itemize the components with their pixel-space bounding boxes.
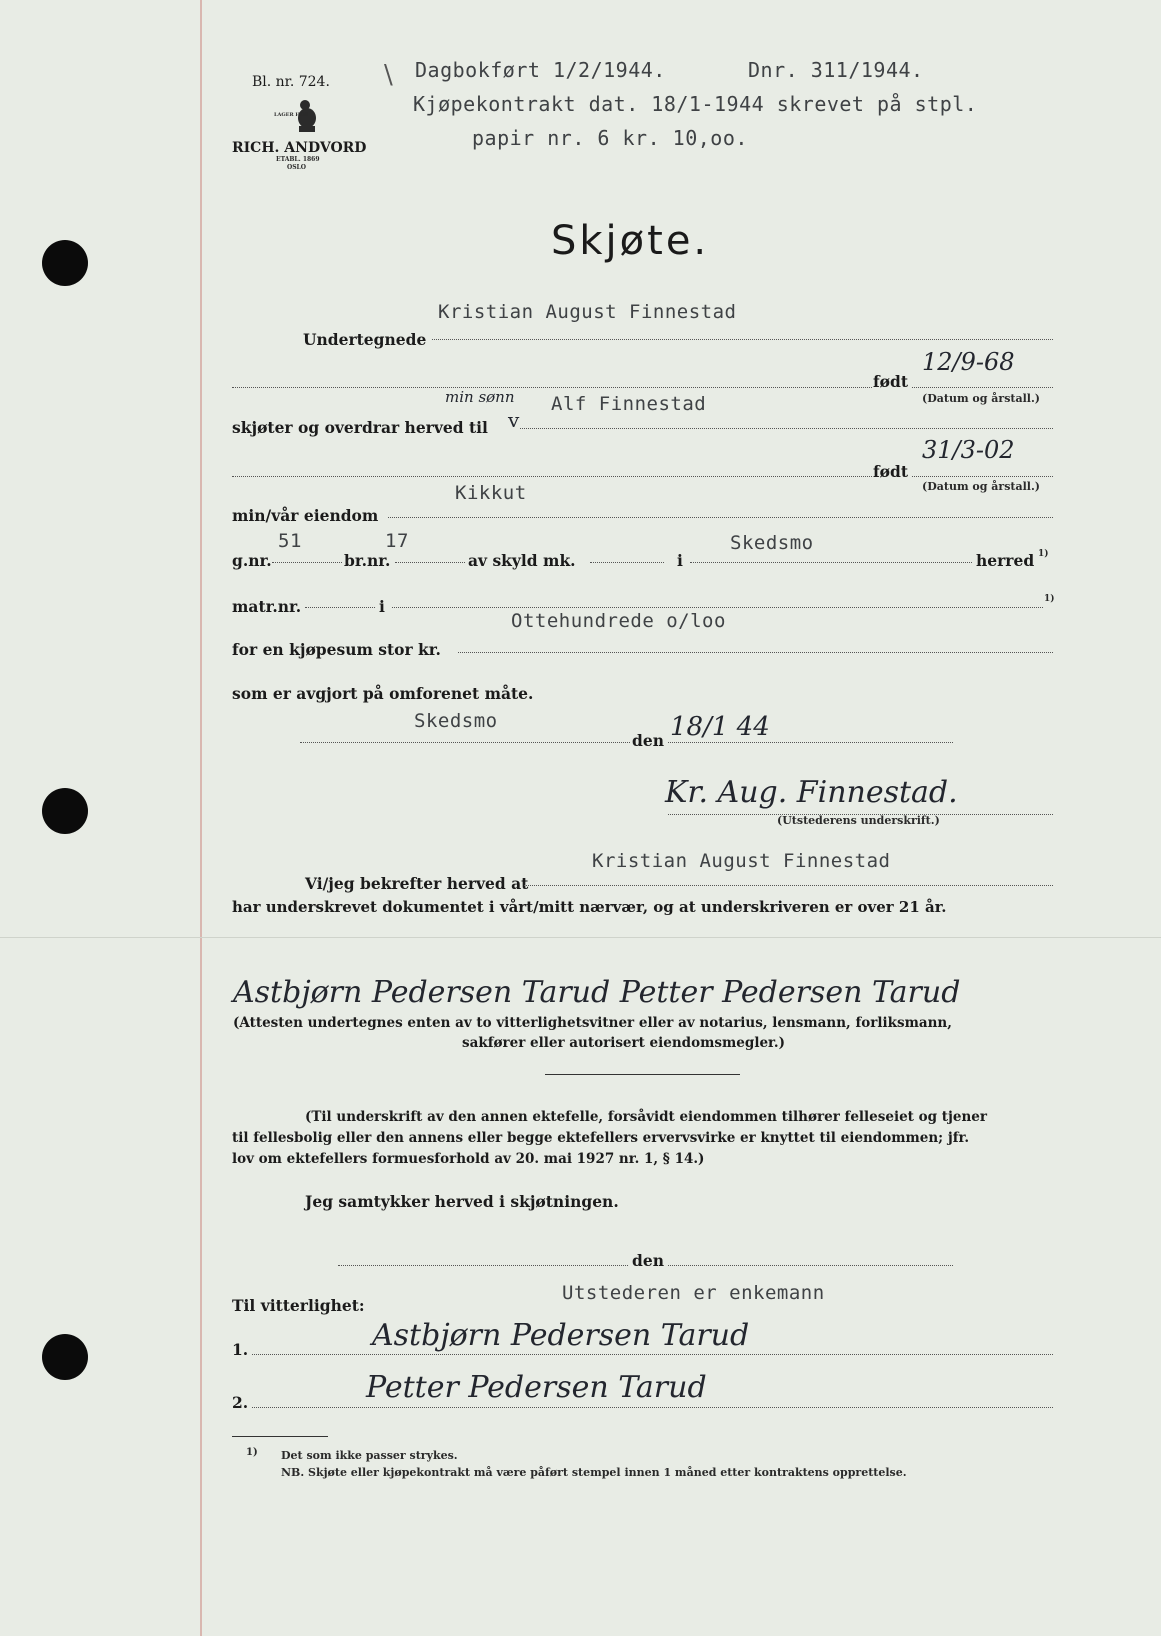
footnote-line1: Det som ikke passer strykes.: [281, 1449, 458, 1462]
witness-signature-2: Petter Pedersen Tarud: [366, 1370, 707, 1405]
brnr-value: 17: [385, 530, 409, 552]
attest-note-line2: sakfører eller autorisert eiendomsmegler.): [462, 1035, 785, 1051]
check-mark: \: [384, 60, 393, 90]
witness-number-2: 2.: [232, 1393, 249, 1412]
datum-note-1: (Datum og årstall.): [922, 392, 1040, 405]
seller-line-2: [232, 387, 872, 388]
widower-note: Utstederen er enkemann: [562, 1282, 825, 1304]
witness-signature-1: Astbjørn Pedersen Tarud: [372, 1318, 750, 1353]
signing-place: Skedsmo: [414, 710, 498, 732]
punch-hole-middle: [42, 788, 88, 834]
consent-date-line: [668, 1265, 953, 1266]
publisher-emblem: [285, 96, 329, 140]
publisher-established: ETABL. 1869: [276, 156, 320, 163]
bekrefter-line: [524, 885, 1053, 886]
attest-note-line1: (Attesten undertegnes enten av to vitterlighetsvitner eller av notarius, lensmann, forliksmann,: [233, 1015, 952, 1031]
signature-note: (Utstederens underskrift.): [777, 814, 940, 827]
fodt-label-1: født: [873, 372, 909, 391]
relation-handwritten: min sønn: [445, 388, 515, 406]
gnr-label: g.nr.: [232, 551, 272, 570]
kjopesum-label: for en kjøpesum stor kr.: [232, 640, 441, 659]
stamp-paper-line: papir nr. 6 kr. 10,oo.: [472, 126, 748, 150]
herred-label: herred: [976, 551, 1035, 570]
form-number: Bl. nr. 724.: [252, 74, 330, 90]
skjoter-label: skjøter og overdrar herved til: [232, 418, 488, 437]
matr-footnote-mark: 1): [1044, 594, 1055, 604]
brnr-line: [395, 562, 465, 563]
gnr-value: 51: [278, 530, 302, 552]
property-name: Kikkut: [455, 482, 527, 504]
fold-line: [0, 937, 1161, 938]
kjopesum-line: [458, 652, 1053, 653]
attesting-signatures: Astbjørn Pedersen Tarud Petter Pedersen Tarud: [233, 975, 961, 1010]
publisher-small-left: LAGER HOS: [274, 112, 309, 118]
punch-hole-bottom: [42, 1334, 88, 1380]
fodt-line-1: [912, 387, 1053, 388]
spouse-note-line3: lov om ektefellers formuesforhold av 20. mai 1927 nr. 1, § 14.): [232, 1151, 705, 1167]
place-line: [300, 742, 630, 743]
document-title: Skjøte.: [551, 218, 710, 264]
margin-line: [200, 0, 202, 1636]
journal-entry: Dagbokført 1/2/1944.: [415, 58, 666, 82]
spouse-note-line2: til fellesbolig eller den annens eller begge ektefellers ervervsvirke er knyttet til eiendommen; jfr.: [232, 1130, 970, 1146]
i-label: i: [677, 551, 683, 570]
footnote-mark: 1): [246, 1447, 258, 1458]
publisher-name: RICH. ANDVORD: [232, 140, 367, 156]
buyer-name-typed: Alf Finnestad: [551, 393, 707, 415]
buyer-line-2: [232, 476, 872, 477]
insert-mark: v: [508, 408, 520, 432]
consent-statement: Jeg samtykker herved i skjøtningen.: [305, 1192, 619, 1211]
herred-line: [690, 562, 972, 563]
bekrefter-text: har underskrevet dokumentet i vårt/mitt nærvær, og at underskriveren er over 21 år.: [232, 898, 947, 916]
witness-line-1: [252, 1354, 1053, 1355]
witnesses-label: Til vitterlighet:: [232, 1296, 365, 1315]
skjoter-line: [520, 428, 1053, 429]
seller-signature: Kr. Aug. Finnestad.: [665, 775, 958, 810]
avgjort-label: som er avgjort på omforenet måte.: [232, 684, 534, 703]
matr-place-line: [392, 607, 1043, 608]
date-line: [668, 742, 953, 743]
municipality-value: Skedsmo: [730, 532, 814, 554]
signer-confirmed-name: Kristian August Finnestad: [592, 850, 891, 872]
punch-hole-top: [42, 240, 88, 286]
eiendom-label: min/vår eiendom: [232, 506, 379, 525]
bekrefter-label: Vi/jeg bekrefter herved at: [305, 874, 529, 893]
matr-label: matr.nr.: [232, 597, 302, 616]
undertegnede-line: [432, 339, 1053, 340]
buyer-birth-date: 31/3-02: [922, 436, 1015, 464]
spouse-note-line1: (Til underskrift av den annen ektefelle, forsåvidt eiendommen tilhører felleseiet og tjener: [305, 1109, 987, 1125]
fodt-label-2: født: [873, 462, 909, 481]
witness-line-2: [252, 1407, 1053, 1408]
den-label: den: [632, 731, 664, 750]
signing-date: 18/1 44: [670, 712, 770, 742]
document-number: Dnr. 311/1944.: [748, 58, 924, 82]
skyld-line: [590, 562, 664, 563]
seller-birth-date: 12/9-68: [922, 348, 1015, 376]
matr-i-label: i: [379, 597, 385, 616]
purchase-price: Ottehundrede o/loo: [511, 610, 726, 632]
publisher-city: OSLO: [287, 164, 307, 171]
skyld-label: av skyld mk.: [468, 551, 576, 570]
datum-note-2: (Datum og årstall.): [922, 480, 1040, 493]
fodt-line-2: [912, 476, 1053, 477]
footnote-line2: NB. Skjøte eller kjøpekontrakt må være påført stempel innen 1 måned etter kontraktens opprettelse.: [281, 1466, 907, 1479]
brnr-label: br.nr.: [344, 551, 391, 570]
separator-rule: [545, 1074, 740, 1075]
footnote-rule: [232, 1436, 328, 1437]
consent-den-label: den: [632, 1251, 664, 1270]
eiendom-line: [388, 517, 1053, 518]
matr-line: [305, 607, 375, 608]
seller-name-typed: Kristian August Finnestad: [438, 301, 737, 323]
witness-number-1: 1.: [232, 1340, 249, 1359]
consent-place-line: [338, 1265, 628, 1266]
undertegnede-label: Undertegnede: [303, 330, 427, 349]
gnr-line: [272, 562, 342, 563]
contract-line: Kjøpekontrakt dat. 18/1-1944 skrevet på stpl.: [413, 92, 978, 116]
herred-footnote-mark: 1): [1038, 549, 1049, 559]
